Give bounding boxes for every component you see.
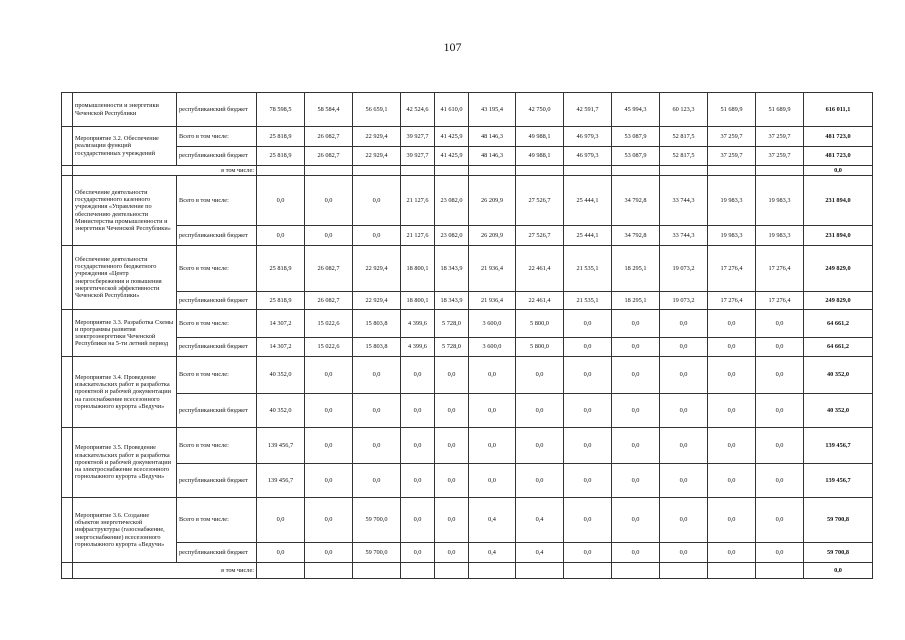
value-cell: 0,0 bbox=[469, 357, 516, 394]
table-row bbox=[62, 563, 873, 579]
value-cell: 27 526,7 bbox=[516, 226, 564, 246]
value-cell: 25 818,9 bbox=[257, 147, 305, 166]
value-cell: 26 082,7 bbox=[305, 147, 353, 166]
value-cell: 0,0 bbox=[756, 464, 804, 498]
total-cell: 616 011,1 bbox=[804, 93, 873, 127]
value-cell bbox=[305, 166, 353, 176]
total-cell: 139 456,7 bbox=[804, 464, 873, 498]
value-cell: 15 803,8 bbox=[353, 310, 401, 338]
value-cell: 26 209,9 bbox=[469, 176, 516, 226]
value-cell: 0,0 bbox=[305, 226, 353, 246]
value-cell bbox=[353, 166, 401, 176]
value-cell: 0,0 bbox=[612, 338, 660, 357]
value-cell: 34 792,8 bbox=[612, 176, 660, 226]
value-cell: 18 800,1 bbox=[401, 246, 435, 292]
value-cell: 0,0 bbox=[708, 464, 756, 498]
funding-source: Всего в том числе: bbox=[177, 498, 257, 543]
total-cell: 481 723,0 bbox=[804, 127, 873, 147]
index-cell bbox=[62, 428, 73, 498]
value-cell: 0,4 bbox=[469, 498, 516, 543]
total-cell: 64 661,2 bbox=[804, 310, 873, 338]
table-row bbox=[62, 394, 873, 428]
value-cell: 33 744,3 bbox=[660, 176, 708, 226]
value-cell bbox=[516, 166, 564, 176]
value-cell: 53 087,9 bbox=[612, 147, 660, 166]
value-cell bbox=[564, 563, 612, 579]
funding-source: Всего в том числе: bbox=[177, 310, 257, 338]
value-cell bbox=[708, 166, 756, 176]
value-cell bbox=[469, 563, 516, 579]
total-cell: 64 661,2 bbox=[804, 338, 873, 357]
table-row bbox=[62, 226, 873, 246]
value-cell: 25 818,9 bbox=[257, 127, 305, 147]
value-cell: 0,0 bbox=[257, 226, 305, 246]
value-cell: 45 994,3 bbox=[612, 93, 660, 127]
value-cell bbox=[435, 563, 469, 579]
value-cell: 5 800,0 bbox=[516, 338, 564, 357]
value-cell bbox=[612, 166, 660, 176]
value-cell: 0,0 bbox=[756, 310, 804, 338]
value-cell: 0,0 bbox=[305, 498, 353, 543]
value-cell: 0,0 bbox=[305, 543, 353, 563]
value-cell: 40 352,0 bbox=[257, 394, 305, 428]
value-cell: 25 444,1 bbox=[564, 226, 612, 246]
value-cell: 22 461,4 bbox=[516, 292, 564, 310]
value-cell: 27 526,7 bbox=[516, 176, 564, 226]
index-cell bbox=[62, 310, 73, 357]
activity-name: промышленности и энергетики Чеченской Республики bbox=[73, 93, 177, 127]
value-cell: 0,0 bbox=[756, 357, 804, 394]
value-cell: 19 073,2 bbox=[660, 292, 708, 310]
value-cell: 19 073,2 bbox=[660, 246, 708, 292]
value-cell: 25 818,9 bbox=[257, 246, 305, 292]
value-cell: 0,0 bbox=[516, 394, 564, 428]
value-cell: 0,0 bbox=[756, 498, 804, 543]
value-cell: 0,0 bbox=[516, 357, 564, 394]
index-cell bbox=[62, 127, 73, 166]
value-cell: 22 929,4 bbox=[353, 147, 401, 166]
total-cell: 231 894,0 bbox=[804, 176, 873, 226]
activity-name: Мероприятие 3.4. Проведение изыскательских работ и разработка проектной и рабочей документации на газоснабжение всесезонного горнолыжного курорта «Ведучи» bbox=[73, 357, 177, 428]
table-row bbox=[62, 338, 873, 357]
value-cell: 17 276,4 bbox=[708, 246, 756, 292]
value-cell: 18 343,9 bbox=[435, 246, 469, 292]
value-cell: 26 082,7 bbox=[305, 292, 353, 310]
funding-source: республиканский бюджет bbox=[177, 338, 257, 357]
total-cell: 249 829,0 bbox=[804, 246, 873, 292]
value-cell: 19 983,3 bbox=[756, 226, 804, 246]
value-cell: 0,0 bbox=[257, 543, 305, 563]
value-cell: 53 087,9 bbox=[612, 127, 660, 147]
value-cell: 0,0 bbox=[469, 394, 516, 428]
index-cell bbox=[62, 357, 73, 428]
value-cell bbox=[469, 166, 516, 176]
value-cell bbox=[756, 563, 804, 579]
value-cell: 0,0 bbox=[564, 394, 612, 428]
value-cell: 0,4 bbox=[516, 543, 564, 563]
value-cell: 0,0 bbox=[612, 498, 660, 543]
value-cell: 43 195,4 bbox=[469, 93, 516, 127]
value-cell: 48 146,3 bbox=[469, 127, 516, 147]
funding-source: республиканский бюджет bbox=[177, 543, 257, 563]
subtotal-label: в том числе: bbox=[73, 166, 257, 176]
value-cell: 41 425,9 bbox=[435, 147, 469, 166]
total-cell: 231 894,0 bbox=[804, 226, 873, 246]
value-cell: 0,0 bbox=[401, 357, 435, 394]
value-cell: 42 524,6 bbox=[401, 93, 435, 127]
value-cell: 0,0 bbox=[401, 428, 435, 464]
value-cell: 0,0 bbox=[612, 394, 660, 428]
value-cell: 0,0 bbox=[660, 310, 708, 338]
value-cell: 37 259,7 bbox=[708, 147, 756, 166]
value-cell: 48 146,3 bbox=[469, 147, 516, 166]
value-cell: 26 082,7 bbox=[305, 246, 353, 292]
value-cell: 34 792,8 bbox=[612, 226, 660, 246]
value-cell: 0,0 bbox=[435, 428, 469, 464]
value-cell: 17 276,4 bbox=[756, 292, 804, 310]
value-cell: 21 127,6 bbox=[401, 176, 435, 226]
index-cell bbox=[62, 563, 73, 579]
table-row bbox=[62, 464, 873, 498]
activity-name: Мероприятие 3.3. Разработка Схемы и программы развития электроэнергетики Чеченской Республики на 5-ти летний период bbox=[73, 310, 177, 357]
value-cell: 25 818,9 bbox=[257, 292, 305, 310]
value-cell: 18 800,1 bbox=[401, 292, 435, 310]
value-cell bbox=[516, 563, 564, 579]
value-cell: 41 425,9 bbox=[435, 127, 469, 147]
value-cell: 0,0 bbox=[305, 176, 353, 226]
value-cell: 33 744,3 bbox=[660, 226, 708, 246]
funding-source: республиканский бюджет bbox=[177, 464, 257, 498]
value-cell: 0,0 bbox=[612, 428, 660, 464]
table-row bbox=[62, 246, 873, 292]
activity-name: Мероприятие 3.5. Проведение изыскательских работ и разработка проектной и рабочей документации на электроснабжение всесезонного горнолыжного курорта «Ведучи» bbox=[73, 428, 177, 498]
value-cell: 0,0 bbox=[708, 338, 756, 357]
value-cell: 0,0 bbox=[564, 357, 612, 394]
index-cell bbox=[62, 498, 73, 563]
value-cell: 0,0 bbox=[257, 498, 305, 543]
value-cell: 0,0 bbox=[435, 543, 469, 563]
value-cell: 0,0 bbox=[564, 543, 612, 563]
funding-source: Всего в том числе: bbox=[177, 127, 257, 147]
value-cell: 78 598,5 bbox=[257, 93, 305, 127]
value-cell: 42 750,0 bbox=[516, 93, 564, 127]
total-cell: 59 700,8 bbox=[804, 498, 873, 543]
value-cell: 5 728,0 bbox=[435, 310, 469, 338]
value-cell: 26 082,7 bbox=[305, 127, 353, 147]
value-cell: 19 983,3 bbox=[708, 176, 756, 226]
value-cell: 52 817,5 bbox=[660, 127, 708, 147]
table-row bbox=[62, 93, 873, 127]
value-cell bbox=[564, 166, 612, 176]
value-cell: 0,0 bbox=[435, 498, 469, 543]
value-cell: 21 535,1 bbox=[564, 246, 612, 292]
value-cell: 0,0 bbox=[435, 394, 469, 428]
value-cell: 0,0 bbox=[469, 428, 516, 464]
value-cell: 0,4 bbox=[469, 543, 516, 563]
table-row bbox=[62, 543, 873, 563]
value-cell: 0,0 bbox=[660, 357, 708, 394]
value-cell: 0,0 bbox=[708, 357, 756, 394]
value-cell: 22 461,4 bbox=[516, 246, 564, 292]
value-cell: 3 600,0 bbox=[469, 310, 516, 338]
table-row bbox=[62, 357, 873, 394]
value-cell: 46 979,3 bbox=[564, 147, 612, 166]
value-cell: 22 929,4 bbox=[353, 292, 401, 310]
value-cell: 0,0 bbox=[516, 428, 564, 464]
value-cell: 0,0 bbox=[612, 357, 660, 394]
table-row bbox=[62, 176, 873, 226]
value-cell: 22 929,4 bbox=[353, 127, 401, 147]
value-cell: 51 689,9 bbox=[708, 93, 756, 127]
budget-table bbox=[61, 92, 873, 579]
value-cell: 0,0 bbox=[401, 394, 435, 428]
value-cell: 19 983,3 bbox=[708, 226, 756, 246]
value-cell: 0,0 bbox=[353, 226, 401, 246]
activity-name: Обеспечение деятельности государственного бюджетного учреждения «Центр энергосбережения и повышения энергетической эффективности Чеченской Республики» bbox=[73, 246, 177, 310]
funding-source: Всего в том числе: bbox=[177, 357, 257, 394]
value-cell: 15 022,6 bbox=[305, 310, 353, 338]
funding-source: республиканский бюджет bbox=[177, 93, 257, 127]
value-cell bbox=[257, 166, 305, 176]
value-cell: 49 988,1 bbox=[516, 147, 564, 166]
value-cell: 0,0 bbox=[756, 338, 804, 357]
total-cell: 0,0 bbox=[804, 563, 873, 579]
value-cell: 0,0 bbox=[257, 176, 305, 226]
value-cell: 60 123,3 bbox=[660, 93, 708, 127]
value-cell: 19 983,3 bbox=[756, 176, 804, 226]
value-cell bbox=[612, 563, 660, 579]
page-number: 107 bbox=[443, 40, 462, 54]
value-cell: 18 295,1 bbox=[612, 246, 660, 292]
value-cell: 52 817,5 bbox=[660, 147, 708, 166]
table-row bbox=[62, 310, 873, 338]
value-cell: 0,0 bbox=[469, 464, 516, 498]
value-cell bbox=[660, 166, 708, 176]
value-cell: 46 979,3 bbox=[564, 127, 612, 147]
value-cell: 17 276,4 bbox=[708, 292, 756, 310]
value-cell: 0,0 bbox=[564, 498, 612, 543]
activity-name: Мероприятие 3.6. Создание объектов энергетической инфраструктуры (газоснабжение, энергоснабжение) всесезонного горнолыжного курорта «Ведучи» bbox=[73, 498, 177, 563]
subtotal-label: в том числе: bbox=[73, 563, 257, 579]
value-cell: 0,0 bbox=[660, 498, 708, 543]
total-cell: 139 456,7 bbox=[804, 428, 873, 464]
value-cell: 0,0 bbox=[401, 464, 435, 498]
value-cell bbox=[305, 563, 353, 579]
value-cell: 0,0 bbox=[612, 464, 660, 498]
value-cell: 0,0 bbox=[612, 543, 660, 563]
value-cell: 14 307,2 bbox=[257, 310, 305, 338]
value-cell: 0,0 bbox=[660, 464, 708, 498]
value-cell: 0,0 bbox=[660, 394, 708, 428]
table-row bbox=[62, 127, 873, 147]
total-cell: 481 723,0 bbox=[804, 147, 873, 166]
funding-source: Всего в том числе: bbox=[177, 428, 257, 464]
value-cell: 0,0 bbox=[660, 543, 708, 563]
value-cell: 25 444,1 bbox=[564, 176, 612, 226]
value-cell: 5 728,0 bbox=[435, 338, 469, 357]
value-cell: 0,4 bbox=[516, 498, 564, 543]
value-cell bbox=[257, 563, 305, 579]
value-cell: 0,0 bbox=[708, 543, 756, 563]
value-cell: 0,0 bbox=[401, 543, 435, 563]
value-cell: 0,0 bbox=[708, 310, 756, 338]
value-cell: 0,0 bbox=[305, 428, 353, 464]
value-cell: 0,0 bbox=[564, 338, 612, 357]
value-cell: 21 936,4 bbox=[469, 246, 516, 292]
value-cell: 0,0 bbox=[660, 428, 708, 464]
value-cell: 39 927,7 bbox=[401, 147, 435, 166]
value-cell: 22 929,4 bbox=[353, 246, 401, 292]
value-cell: 0,0 bbox=[660, 338, 708, 357]
value-cell: 49 988,1 bbox=[516, 127, 564, 147]
total-cell: 40 352,0 bbox=[804, 357, 873, 394]
value-cell: 59 700,0 bbox=[353, 498, 401, 543]
total-cell: 40 352,0 bbox=[804, 394, 873, 428]
value-cell: 21 936,4 bbox=[469, 292, 516, 310]
value-cell: 18 343,9 bbox=[435, 292, 469, 310]
value-cell: 0,0 bbox=[353, 428, 401, 464]
value-cell: 139 456,7 bbox=[257, 464, 305, 498]
value-cell: 37 259,7 bbox=[756, 127, 804, 147]
value-cell: 17 276,4 bbox=[756, 246, 804, 292]
table-row bbox=[62, 428, 873, 464]
value-cell: 139 456,7 bbox=[257, 428, 305, 464]
value-cell: 0,0 bbox=[756, 428, 804, 464]
value-cell: 0,0 bbox=[435, 357, 469, 394]
value-cell: 23 082,0 bbox=[435, 176, 469, 226]
value-cell: 21 535,1 bbox=[564, 292, 612, 310]
table-row bbox=[62, 166, 873, 176]
value-cell: 39 927,7 bbox=[401, 127, 435, 147]
funding-source: Всего в том числе: bbox=[177, 246, 257, 292]
value-cell: 51 689,9 bbox=[756, 93, 804, 127]
value-cell: 0,0 bbox=[564, 428, 612, 464]
value-cell: 42 591,7 bbox=[564, 93, 612, 127]
value-cell: 40 352,0 bbox=[257, 357, 305, 394]
index-cell bbox=[62, 246, 73, 310]
value-cell: 18 295,1 bbox=[612, 292, 660, 310]
value-cell: 15 022,6 bbox=[305, 338, 353, 357]
funding-source: республиканский бюджет bbox=[177, 394, 257, 428]
value-cell: 23 082,0 bbox=[435, 226, 469, 246]
value-cell: 0,0 bbox=[353, 176, 401, 226]
activity-name: Мероприятие 3.2. Обеспечение реализации функций государственных учреждений bbox=[73, 127, 177, 166]
total-cell: 59 700,8 bbox=[804, 543, 873, 563]
value-cell: 14 307,2 bbox=[257, 338, 305, 357]
value-cell bbox=[401, 166, 435, 176]
value-cell bbox=[353, 563, 401, 579]
value-cell: 26 209,9 bbox=[469, 226, 516, 246]
value-cell: 15 803,8 bbox=[353, 338, 401, 357]
value-cell: 0,0 bbox=[305, 357, 353, 394]
value-cell bbox=[708, 563, 756, 579]
value-cell: 0,0 bbox=[564, 310, 612, 338]
value-cell: 58 584,4 bbox=[305, 93, 353, 127]
funding-source: республиканский бюджет bbox=[177, 147, 257, 166]
value-cell: 37 259,7 bbox=[756, 147, 804, 166]
value-cell: 41 610,0 bbox=[435, 93, 469, 127]
value-cell: 5 800,0 bbox=[516, 310, 564, 338]
value-cell: 0,0 bbox=[612, 310, 660, 338]
value-cell: 0,0 bbox=[353, 394, 401, 428]
value-cell: 0,0 bbox=[708, 394, 756, 428]
index-cell bbox=[62, 176, 73, 246]
activity-name: Обеспечение деятельности государственного казенного учреждения «Управление по обеспечению деятельности Министерства промышленности и энергетики Чеченской Республики» bbox=[73, 176, 177, 246]
value-cell: 0,0 bbox=[401, 498, 435, 543]
value-cell: 0,0 bbox=[435, 464, 469, 498]
value-cell: 0,0 bbox=[516, 464, 564, 498]
funding-source: Всего в том числе: bbox=[177, 176, 257, 226]
value-cell: 0,0 bbox=[353, 464, 401, 498]
table-row bbox=[62, 147, 873, 166]
value-cell: 37 259,7 bbox=[708, 127, 756, 147]
value-cell: 3 600,0 bbox=[469, 338, 516, 357]
funding-source: республиканский бюджет bbox=[177, 226, 257, 246]
value-cell: 0,0 bbox=[708, 498, 756, 543]
index-cell bbox=[62, 166, 73, 176]
total-cell: 0,0 bbox=[804, 166, 873, 176]
value-cell: 21 127,6 bbox=[401, 226, 435, 246]
value-cell: 4 399,6 bbox=[401, 310, 435, 338]
value-cell: 0,0 bbox=[756, 394, 804, 428]
index-cell bbox=[62, 93, 73, 127]
value-cell: 0,0 bbox=[305, 394, 353, 428]
value-cell: 0,0 bbox=[564, 464, 612, 498]
value-cell: 0,0 bbox=[708, 428, 756, 464]
value-cell: 0,0 bbox=[305, 464, 353, 498]
funding-source: республиканский бюджет bbox=[177, 292, 257, 310]
value-cell: 0,0 bbox=[353, 357, 401, 394]
table-row bbox=[62, 292, 873, 310]
value-cell: 0,0 bbox=[756, 543, 804, 563]
value-cell bbox=[756, 166, 804, 176]
value-cell bbox=[435, 166, 469, 176]
value-cell: 56 659,1 bbox=[353, 93, 401, 127]
table-row bbox=[62, 498, 873, 543]
value-cell: 4 399,6 bbox=[401, 338, 435, 357]
value-cell: 59 700,0 bbox=[353, 543, 401, 563]
total-cell: 249 829,0 bbox=[804, 292, 873, 310]
value-cell bbox=[401, 563, 435, 579]
value-cell bbox=[660, 563, 708, 579]
